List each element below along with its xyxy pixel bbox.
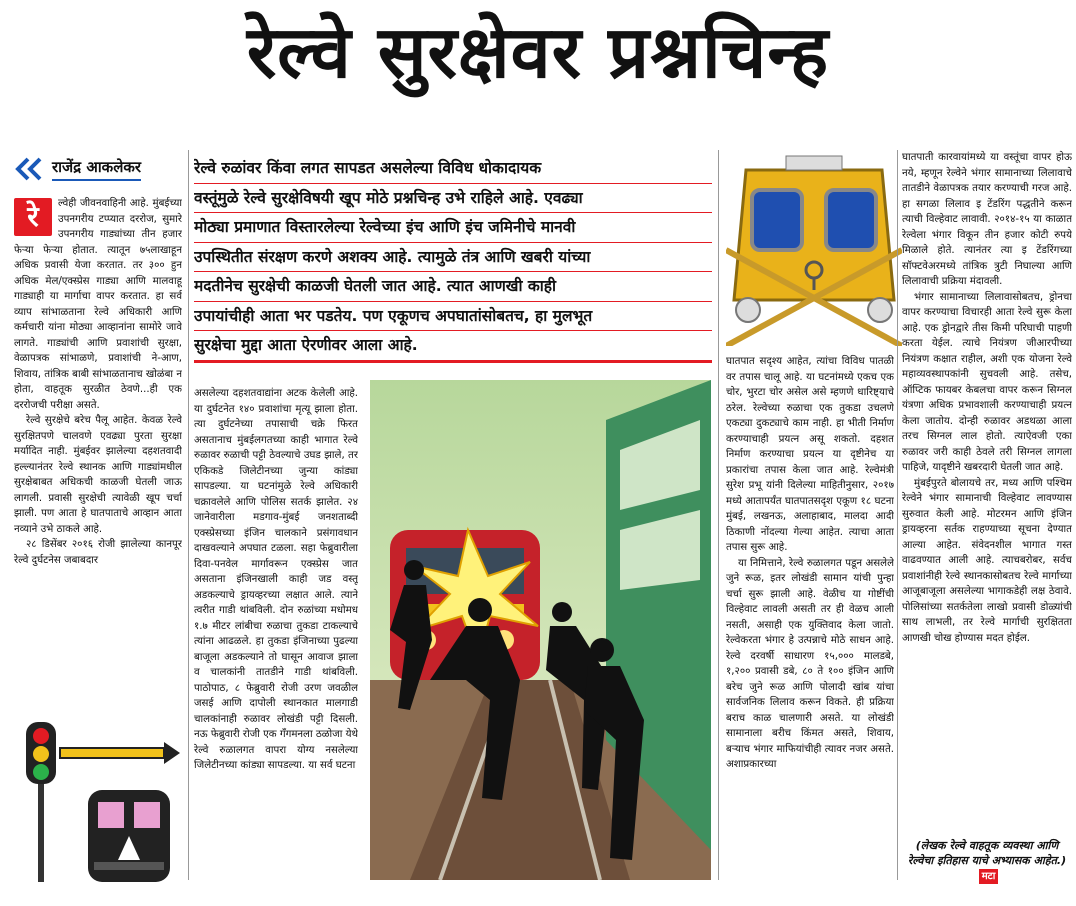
standfirst-line: सुरक्षेचा मुद्दा आता ऐरणीवर आला आहे. (194, 331, 712, 363)
byline (14, 154, 184, 184)
article-column-3 (726, 354, 894, 882)
railway-signal-icon (14, 712, 182, 882)
standfirst-line: मोठ्या प्रमाणात विस्तारलेल्या रेल्वेच्या इंच आणि इंच जमिनीचे मानवी (194, 213, 712, 243)
paragraph: २८ डिसेंबर २०१६ रोजी झालेल्या कानपूर रेल्वे दुर्घटनेस जबाबदार (14, 539, 182, 566)
column-divider (897, 150, 898, 880)
paragraph: ल्वेही जीवनवाहिनी आहे. मुंबईच्या उपनगरीय टप्प्यात दररोज, सुमारे उपनगरीय गाड्यांच्या तीन हजार फेऱ्या फेऱ्या होतात. त्यातून ७५लाखाहून अधिक प्रवासी येजा करतात. तर ३०० हुन अधिक मेल/एक्स्प्रेस गाड्या आणि मालवाहू गाड्याही या मार्गाचा वापर करतात. हा सर्व व्याप सांभाळताना रेल्वे अधिकारी आणि कर्मचारी यांना मोठ्या आव्हानांना सामोरे जावे लागते. गाड्यांची आणि प्रवाशांची सुरक्षा, वेळापत्रक सांभाळणे, प्रवाशांची ने-आण, शिवाय, तांत्रिक बाबी सांभाळतानाच खोळंबा न होता, वाहतूक सुरळीत ठेवणे...ही एक दररोजची परीक्षा असते. (14, 198, 182, 411)
chevron-left-icon (14, 156, 48, 182)
standfirst-line: उपायांचीही आता भर पडतेय. पण एकूणच अपघातांसोबतच, हा मुलभूत (194, 302, 712, 332)
author-note-text: (लेखक रेल्वे वाहतूक व्यवस्था आणि रेल्वेचा इतिहास याचे अभ्यासक आहेत.) (907, 839, 1067, 867)
standfirst-line: वस्तूंमुळे रेल्वे सुरक्षेविषयी खूप मोठे प्रश्नचिन्ह उभे राहिले आहे. एवढ्या (194, 184, 712, 214)
author-note (902, 838, 1072, 884)
standfirst-line: उपस्थितीत संरक्षण करणे अशक्य आहे. त्यामुळे तंत्र आणि खबरी यांच्या (194, 243, 712, 273)
paragraph: रेल्वे सुरक्षेचे बरेच पैलू आहेत. केवळ रेल्वे सुरक्षितपणे चालवणे एवढ्या पुरता सुरक्षा मर्यादित नाही. मुंबईवर झालेल्या दहशतवादी हल्ल्यानंतर रेल्वे स्थानक आणि गाड्यांमधील सुरक्षेबाबत अधिकची काळजी घेतली जाऊ लागली. प्रवासी सुरक्षेची त्यावेळी खूप चर्चा झाली. पण आता हे घातपाताचे आव्हान आता नव्याने उभे ठाकले आहे. (14, 415, 182, 535)
newspaper-logo: मटा (979, 869, 999, 884)
headline: रेल्वे सुरक्षेवर प्रश्नचिन्ह (246, 9, 830, 94)
paragraph: या निमित्ताने, रेल्वे रुळालगत पडून असलेले जुने रूळ, इतर लोखंडी सामान यांची पुन्हा चर्चा सुरू झाली आहे. वेळीच या गोष्टींची विल्हेवाट लावली असती तर ही वेळच आली नसती, असाही एक युक्तिवाद केला जातो. रेल्वेकरता भंगार हे उत्पन्नाचे मोठे साधन आहे. रेल्वे दरवर्षी साधारण १५,००० मालडबे, १,२०० प्रवासी डबे, ८० ते १०० इंजिन आणि बरेच जुने रूळ आणि पोलादी खांब यांचा सार्वजनिक लिलाव करून विकते. ही प्रक्रिया बराच काळ चालणारी असते. या लोखंडी सामानाला बरीच किंमत असते, शिवाय, बऱ्याच भंगार माफियांचीही त्यावर नजर असते. अशाप्रकारच्या (726, 557, 894, 770)
column-divider (188, 150, 189, 880)
standfirst (194, 154, 712, 363)
article-column-2 (194, 386, 358, 882)
dropcap: रे (14, 198, 52, 236)
author-name: राजेंद्र आकलेकर (52, 157, 141, 181)
standfirst-line: मदतीनेच सुरक्षेची काळजी घेतली जात आहे. त्यात आणखी काही (194, 272, 712, 302)
paragraph: घातपाती कारवायांमध्ये या वस्तूंचा वापर होऊ नये, म्हणून रेल्वेने भंगार सामानाच्या लिलावाचे तातडीने वेळापत्रक तयार करण्याची गरज आहे. हा सगळा लिलाव इ टेंडरिंग पद्धतीने करून त्याची विल्हेवाट लावावी. २०१४-१५ या काळात रेल्वेला भंगार विकून तीन हजार कोटी रुपये मिळाले होते. त्यानंतर त्या इ टेंडरिंगच्या सॉफ्टवेअरमध्ये तांत्रिक त्रुटी निघाल्या आणि लिलावाची प्रक्रिया मंदावली. (902, 152, 1072, 287)
column-divider (718, 150, 719, 880)
article-column-1 (14, 196, 182, 708)
article-column-4 (902, 150, 1072, 834)
paragraph: मुंबईपुरते बोलायचे तर, मध्य आणि पश्चिम रेल्वेने भंगार सामानाची विल्हेवाट लावण्यास सुरुवात केली आहे. मोटरमन आणि इंजिन ड्रायव्हरना सर्तक राहण्याच्या सूचना देण्यात आल्या आहेत. संवेदनशील भागात गस्त वाढवण्यात आली आहे. त्याचबरोबर, सर्वच प्रवाशांनीही रेल्वे स्थानकासोबतच रेल्वे मार्गाच्या आजूबाजूला असलेल्या भागाकडेही लक्ष ठेवावे. पोलिसांच्या सतर्कतेला लाखो प्रवासी डोळ्यांची साथ लाभली, तर रेल्वे मार्गाची सुरक्षितता आणखी चोख होण्यास मदत होईल. (902, 477, 1072, 644)
paragraph: घातपात सदृश्य आहेत, त्यांचा विविध पातळी वर तपास चालू आहे. या घटनांमध्ये एकच एक चोर, भुरटा चोर असेल असे म्हणणे धारिष्ट्याचे ठरेल. रेल्वेच्या रुळाचा एक तुकडा उचलणे एकट्या दुकट्याचे काम नाही. हा भीती निर्माण करण्याचाही प्रयत्न असू शकतो. दहशत निर्माण करण्याचा प्रयत्न या दृष्टीनेच या प्रकारांचा तपास केला जात आहे. रेल्वेमंत्री सुरेश प्रभू यांनी दिलेल्या माहितीनुसार, २०१७ मध्ये आतापर्यंत घातपातसदृश एकूण १८ घटना मुंबई, लखनऊ, अलाहाबाद, मालदा आदी ठिकाणी नोंदल्या गेल्या आहेत. त्याचा आता तपास सुरू आहे. (726, 356, 894, 553)
train-front-icon (726, 150, 902, 346)
paragraph: असलेल्या दहशतवाद्यांना अटक केलेली आहे. या दुर्घटनेत १४० प्रवाशांचा मृत्यू झाला होता. त्या दुर्घटनेच्या तपासाची चक्रे फिरत असतानाच मुंबईलगतच्या काही भागात रेल्वे रुळावर रुळाची पट्टी ठेवल्याचे उघड झाले, तर एकिकडे जिलेटीनच्या जुन्या कांड्या सापडल्या. या घटनांमुळे रेल्वे अधिकारी चक्रावलेले आणि पोलिस सतर्क झालेत. २४ जानेवारीला मडगाव-मुंबई जनशताब्दी एक्स्प्रेसच्या इंजिन चालकाने प्रसंगावधान दाखवल्याने अपघात टळला. सहा फेब्रुवारीला दिवा-पनवेल मार्गावरून एक्स्प्रेस जात असताना इंजिनखाली काही जड वस्तू अडकल्याचे ड्रायव्हरच्या लक्षात आले. त्याने त्वरीत गाडी थांबविली. दोन रुळांच्या मधोमध १.७ मीटर लांबीचा रुळाचा तुकडा टाकल्याचे त्यांना आढळले. हा तुकडा इंजिनाच्या पुढल्या बाजूला अडकल्याने तो घासून आवाज झाला व चालकांनी तातडीने गाडी थांबविली. पाठोपाठ, ८ फेब्रुवारी रोजी उरण जवळील जसई आणि दापोली स्थानकात मालगाडी चालकांनाही रुळावर लोखंडी पट्टी दिसली. नऊ फेब्रुवारी रोजी एक गॅंगमनला ठळोजा येथे रेल्वे रुळालगत वापरा योग्य नसलेल्या जिलेटीनच्या कांड्या सापडल्या. या सर्व घटना (194, 388, 358, 771)
paragraph: भंगार सामानाच्या लिलावासोबतच, ड्रोनचा वापर करण्याचा विचारही आता रेल्वे सुरू केला आहे. एक ड्रोनद्वारे तीस किमी परिघाची पाहणी करता येईल. त्याचे नियंत्रण जीआरपीच्या नियंत्रण कक्षात राहील, अशी एक योजना रेल्वे महाव्यवस्थापकांनी सुचवली आहे. तसेच, ऑप्टिक फायबर केबलचा वापर करून सिग्नल यंत्रणा अधिक प्रभावशाली करण्याचाही प्रयत्न केला जातोय. दोन्ही रुळावर अडथळा आला तरच सिग्नल लाल होतो. त्याऐवजी एका रुळावर जरी काही ठेवले तरी सिग्नल लागला पाहिजे, यादृष्टीने खबरदारी घेतली जात आहे. (902, 291, 1072, 473)
standfirst-line: रेल्वे रुळांवर किंवा लगत सापडत असलेल्या विविध धोकादायक (194, 154, 712, 184)
train-illustration (370, 380, 711, 880)
